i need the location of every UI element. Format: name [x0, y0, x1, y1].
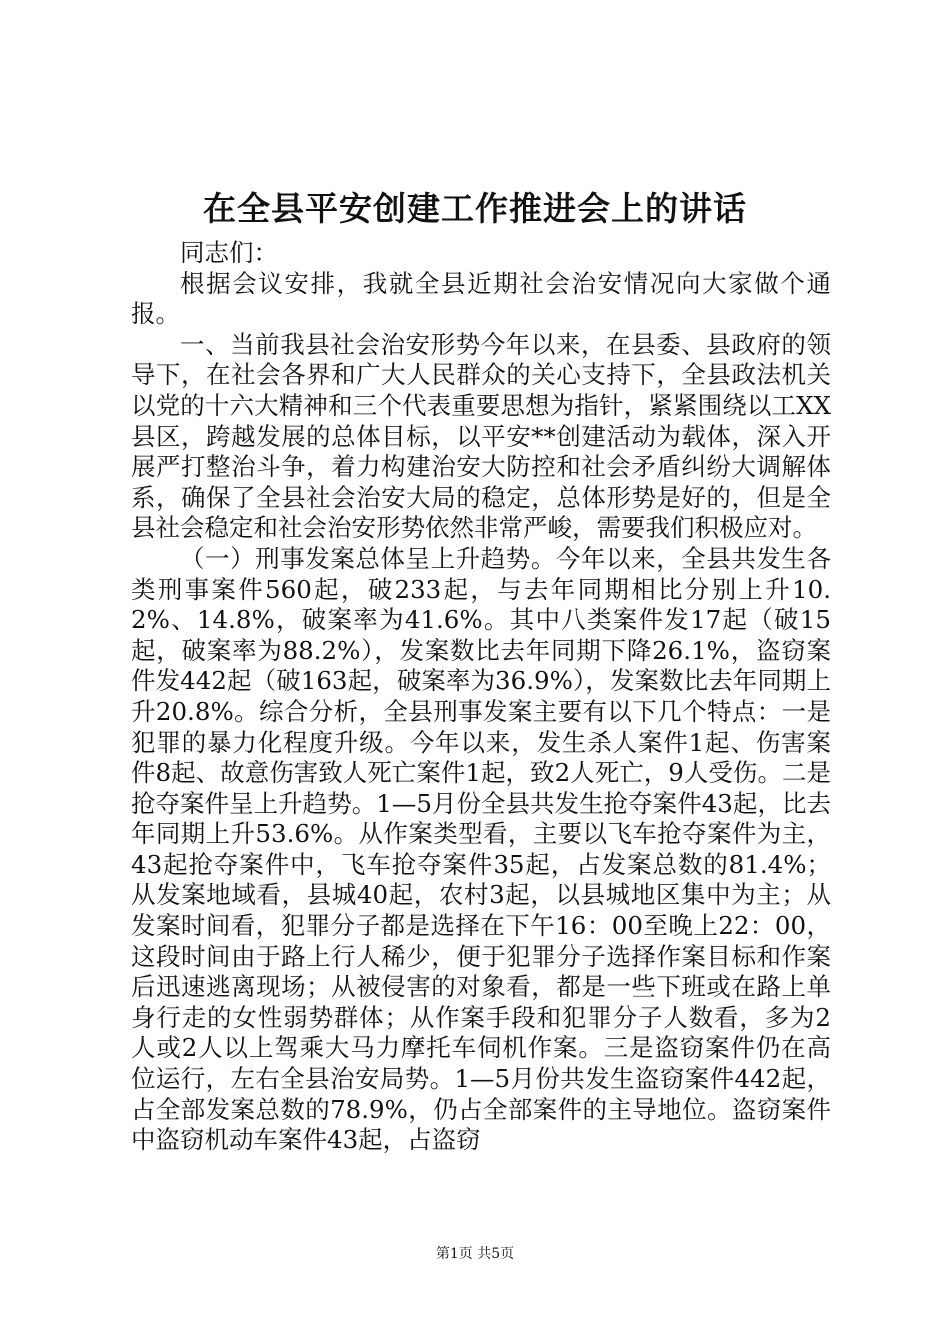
salutation-paragraph: 同志们：	[180, 238, 278, 267]
criminal-cases-paragraph: （一）刑事发案总体呈上升趋势。今年以来，全县共发生各类刑事案件560起，破233起，与去年同期相比分别上升10.2%、14.8%，破案率为41.6%。其中八类案件发17起（破15起，破案率为88.2%），发案数比去年同期下降26.1%，盗窃案件发442起（破163起，破案率为36.9%），发案数比去年同期上升20.8%。综合分析，全县刑事发案主要有以下几个特点：一是犯罪的暴力化程度升级。今年以来，发生杀人案件1起、伤害案件8起、故意伤害致人死亡案件1起，致2人死亡，9人受伤。二是抢夺案件呈上升趋势。1—5月份全县共发生抢夺案件43起，比去年同期上升53.6%。从作案类型看，主要以飞车抢夺案件为主，43起抢夺案件中，飞车抢夺案件35起，占发案总数的81.4%；从发案地域看，县城40起，农村3起，以县城地区集中为主；从发案时间看，犯罪分子都是选择在下午16：00至晚上22：00，这段时间由于路上行人稀少，便于犯罪分子选择作案目标和作案后迅速逃离现场；从被侵害的对象看，都是一些下班或在路上单身行走的女性弱势群体；从作案手段和犯罪分子人数看，多为2人或2人以上驾乘大马力摩托车伺机作案。三是盗窃案件仍在高位运行，左右全县治安局势。1—5月份共发生盗窃案件442起，占全部发案总数的78.9%，仍占全部案件的主导地位。盗窃案件中盗窃机动车案件43起，占盗窃	[131, 543, 831, 1155]
intro-paragraph: 根据会议安排，我就全县近期社会治安情况向大家做个通报。	[131, 268, 831, 329]
document-title: 在全县平安创建工作推进会上的讲话	[203, 189, 747, 228]
page-footer: 第1页 共5页	[435, 1246, 515, 1262]
document-body	[131, 238, 831, 1156]
section-one-paragraph: 一、当前我县社会治安形势今年以来，在县委、县政府的领导下，在社会各界和广大人民群众的关心支持下，全县政法机关以党的十六大精神和三个代表重要思想为指针，紧紧围绕以工XX县区，跨越发展的总体目标，以平安**创建活动为载体，深入开展严打整治斗争，着力构建治安大防控和社会矛盾纠纷大调解体系，确保了全县社会治安大局的稳定，总体形势是好的，但是全县社会稳定和社会治安形势依然非常严峻，需要我们积极应对。	[131, 329, 831, 543]
